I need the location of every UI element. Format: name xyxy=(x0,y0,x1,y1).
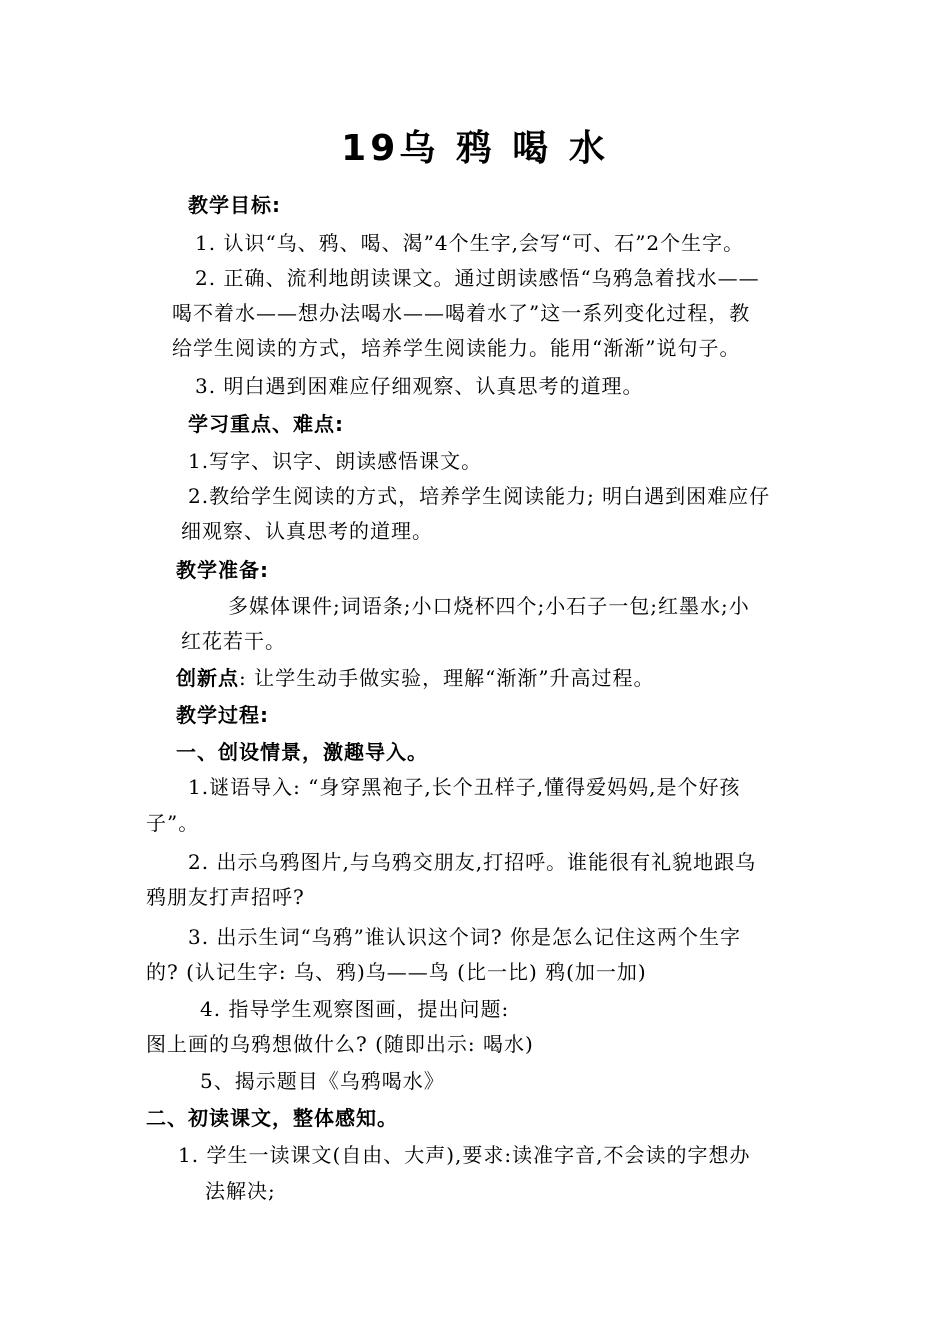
step-3-cont: 的? (认记生字: 乌、鸦)乌——鸟 (比一比) 鸦(加一加) xyxy=(146,960,647,984)
step-4: 4. 指导学生观察图画，提出问题: xyxy=(200,997,510,1021)
objective-2: 2. 正确、流利地朗读课文。通过朗读感悟“乌鸦急着找水—— xyxy=(195,266,760,290)
step-3: 3. 出示生词“乌鸦”谁认识这个词? 你是怎么记住这两个生字 xyxy=(188,925,741,949)
key-point-2-cont: 细观察、认真思考的道理。 xyxy=(181,519,433,543)
objective-2-cont-2: 给学生阅读的方式，培养学生阅读能力。能用“渐渐”说句子。 xyxy=(172,336,741,360)
innovation-line xyxy=(176,661,655,695)
section-heading-process: 教学过程: xyxy=(176,703,269,727)
section-heading-preparation: 教学准备: xyxy=(176,558,269,582)
step-1-riddle-cont: 子”。 xyxy=(146,811,200,835)
objective-1: 1. 认识“乌、鸦、喝、渴”4个生字,会写“可、石”2个生字。 xyxy=(195,231,745,255)
part-two-step-1-cont: 法解决; xyxy=(205,1179,276,1203)
step-4-cont: 图上画的乌鸦想做什么? (随即出示: 喝水) xyxy=(146,1032,534,1056)
step-1-riddle: 1.谜语导入: “身穿黑袍子,长个丑样子,懂得爱妈妈,是个好孩 xyxy=(188,775,741,799)
preparation-text-cont: 红花若干。 xyxy=(181,629,286,653)
key-point-1: 1.写字、识字、朗读感悟课文。 xyxy=(188,449,483,473)
section-heading-key-points: 学习重点、难点: xyxy=(188,412,344,436)
step-2: 2. 出示乌鸦图片,与乌鸦交朋友,打招呼。谁能很有礼貌地跟乌 xyxy=(188,850,757,874)
step-2-cont: 鸦朋友打声招呼? xyxy=(146,885,305,909)
part-two-step-1: 1. 学生一读课文(自由、大声),要求:读准字音,不会读的字想办 xyxy=(178,1143,751,1167)
preparation-text: 多媒体课件;词语条;小口烧杯四个;小石子一包;红墨水;小 xyxy=(228,594,750,618)
objective-3: 3. 明白遇到困难应仔细观察、认真思考的道理。 xyxy=(195,374,644,398)
innovation-label: 创新点 xyxy=(176,666,239,690)
key-point-2: 2.教给学生阅读的方式，培养学生阅读能力; 明白遇到困难应仔 xyxy=(188,484,771,508)
innovation-text: : 让学生动手做实验，理解“渐渐”升高过程。 xyxy=(239,666,655,690)
section-heading-objectives: 教学目标: xyxy=(188,193,281,217)
step-5: 5、揭示题目《乌鸦喝水》 xyxy=(200,1069,445,1093)
part-two-heading: 二、初读课文，整体感知。 xyxy=(146,1106,398,1130)
part-one-heading: 一、创设情景，激趣导入。 xyxy=(176,740,428,764)
document-title: 19乌 鸦 喝 水 xyxy=(341,128,609,169)
objective-2-cont-1: 喝不着水——想办法喝水——喝着水了”这一系列变化过程，教 xyxy=(172,301,751,325)
